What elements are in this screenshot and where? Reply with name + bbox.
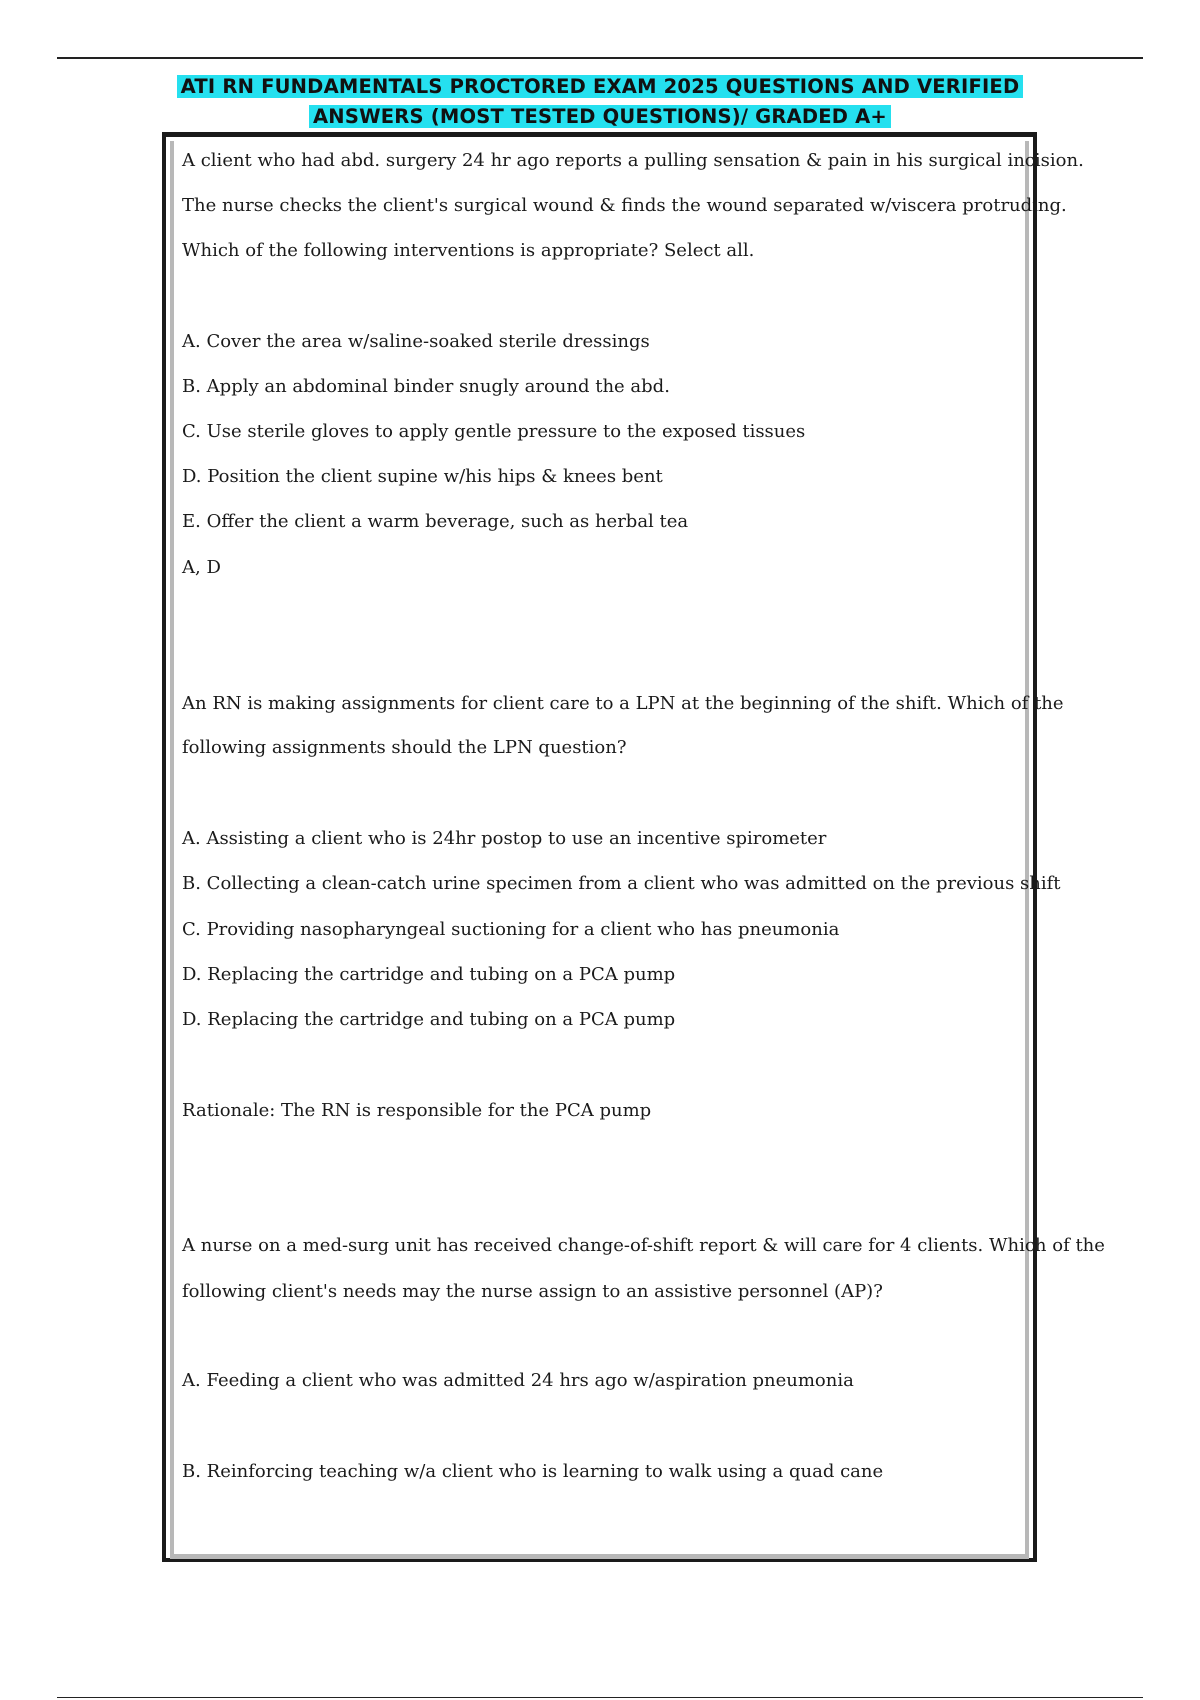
q1-stem-line-2: The nurse checks the client's surgical wound & finds the wound separated w/viscera protruding.: [182, 195, 1067, 216]
q2-option-c: C. Providing nasopharyngeal suctioning for a client who has pneumonia: [182, 919, 840, 940]
q1-answer: A, D: [182, 557, 221, 578]
bottom-rule: [57, 1697, 1143, 1698]
q1-option-e: E. Offer the client a warm beverage, such as herbal tea: [182, 511, 689, 532]
q3-stem-line-1: A nurse on a med-surg unit has received change-of-shift report & will care for 4 clients. Which of the: [182, 1235, 1105, 1256]
title-line-1: ATI RN FUNDAMENTALS PROCTORED EXAM 2025 QUESTIONS AND VERIFIED: [177, 75, 1024, 98]
q1-option-a: A. Cover the area w/saline-soaked sterile dressings: [182, 331, 650, 352]
q1-option-c: C. Use sterile gloves to apply gentle pressure to the exposed tissues: [182, 421, 806, 442]
q2-option-b: B. Collecting a clean-catch urine specimen from a client who was admitted on the previous shift: [182, 873, 1061, 894]
q3-option-b: B. Reinforcing teaching w/a client who is learning to walk using a quad cane: [182, 1461, 884, 1482]
q2-stem-line-2: following assignments should the LPN question?: [182, 737, 627, 758]
q1-stem-line-3: Which of the following interventions is appropriate? Select all.: [182, 240, 755, 261]
q1-option-b: B. Apply an abdominal binder snugly around the abd.: [182, 376, 670, 397]
title-line-2: ANSWERS (MOST TESTED QUESTIONS)/ GRADED A+: [309, 105, 891, 128]
q3-option-a: A. Feeding a client who was admitted 24 hrs ago w/aspiration pneumonia: [182, 1370, 854, 1391]
q3-stem-line-2: following client's needs may the nurse assign to an assistive personnel (AP)?: [182, 1281, 883, 1302]
q2-stem-line-1: An RN is making assignments for client care to a LPN at the beginning of the shift. Which of the: [182, 693, 1064, 714]
top-rule: [57, 57, 1143, 59]
q1-option-d: D. Position the client supine w/his hips & knees bent: [182, 466, 663, 487]
q2-option-a: A. Assisting a client who is 24hr postop to use an incentive spirometer: [182, 828, 827, 849]
q2-answer: D. Replacing the cartridge and tubing on a PCA pump: [182, 1009, 676, 1030]
q2-option-d: D. Replacing the cartridge and tubing on a PCA pump: [182, 964, 676, 985]
q1-stem-line-1: A client who had abd. surgery 24 hr ago reports a pulling sensation & pain in his surgical incision.: [182, 150, 1084, 171]
q2-rationale: Rationale: The RN is responsible for the PCA pump: [182, 1100, 652, 1121]
document-title: [0, 72, 1200, 132]
